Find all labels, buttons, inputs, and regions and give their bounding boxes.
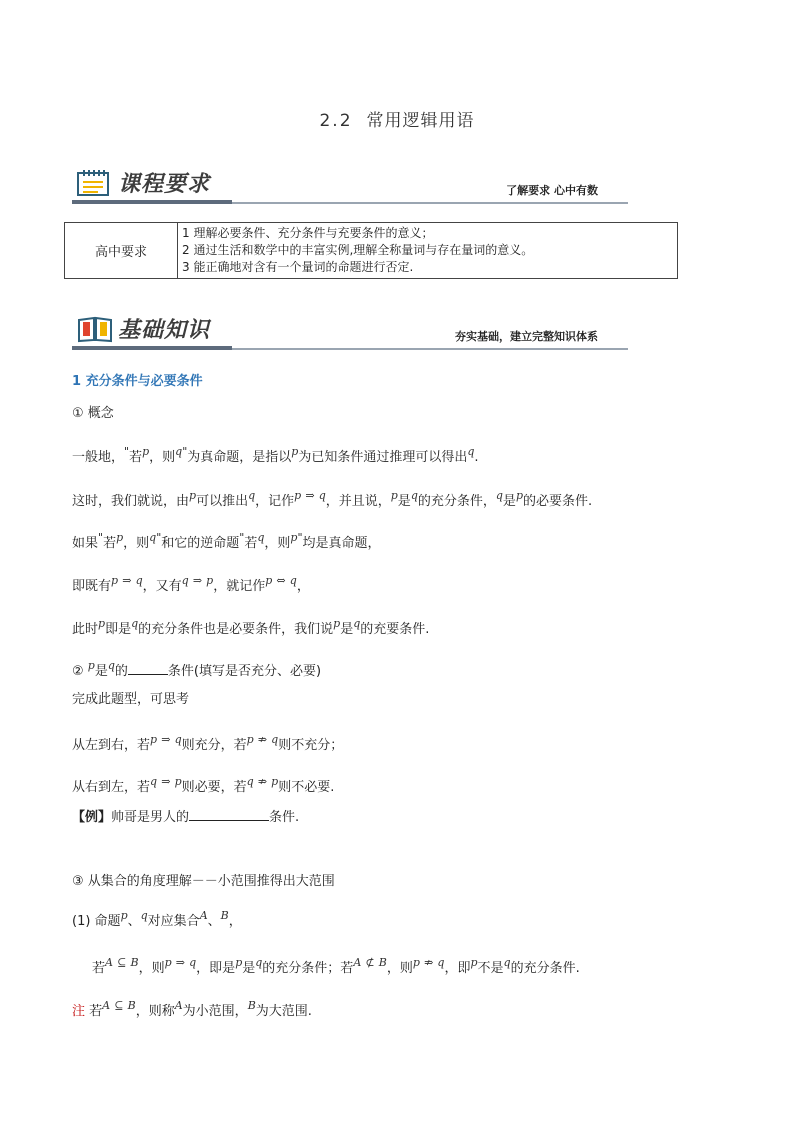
banner-underline [72, 200, 232, 204]
banner-underline-thin [232, 202, 628, 204]
item-label: ② [72, 664, 84, 679]
text: 条件(填写是否充分、必要) [167, 664, 322, 679]
paragraph: 这时，我们就说，由$^p$可以推出$^q$，记作$^p$ ⇒ $^q$，并且说，$^p$是$^q$的充分条件，$^q$是$^p$的必要条件. [72, 489, 593, 509]
paragraph: 从右到左，若$^q$ ⇒ $^p$则必要，若$^q$ ⇏ $^p$则不必要. [72, 775, 335, 795]
paragraph: (1) 命题$^p$、$^q$对应集合$^A$、$^B$， [72, 909, 242, 929]
requirements-table [64, 222, 678, 279]
section-heading: 1 充分条件与必要条件 [72, 374, 203, 389]
banner-title: 课程要求 [118, 172, 211, 197]
paragraph: 完成此题型，可思考 [72, 692, 190, 707]
paragraph: ② $^p$是$^q$的 条件(填写是否充分、必要) [72, 659, 322, 679]
example-tag: 【例】 [72, 810, 112, 825]
paragraph: 从左到右，若$^p$ ⇒ $^q$则充分，若$^p$ ⇏ $^q$则不充分； [72, 733, 344, 753]
paragraph: 一般地，"若$^p$，则$^{q"}$为真命题，是指以$^p$为已知条件通过推理可以得出$^q$. [72, 445, 479, 465]
table-row [65, 223, 678, 279]
course-requirements-banner [72, 164, 628, 208]
book-icon [76, 314, 114, 348]
concept-label: ① 概念 [72, 406, 114, 421]
paragraph: 即既有$^p$ ⇒ $^q$，又有$^q$ ⇒ $^p$，就记作$^p$ ⇔ $^q$， [72, 574, 310, 594]
requirements-label: 高中要求 [65, 223, 178, 279]
requirement-item: 2 通过生活和数学中的丰富实例,理解全称量词与存在量词的意义。 [182, 243, 534, 257]
page-title [0, 106, 794, 131]
banner-underline [72, 346, 232, 350]
text: 条件. [269, 810, 300, 825]
paragraph: 此时$^p$即是$^q$的充分条件也是必要条件，我们说$^p$是$^q$的充要条件. [72, 617, 430, 637]
note: 注 若$^A$ ⊆ $^B$，则称$^A$为小范围，$^B$为大范围. [72, 999, 312, 1019]
notebook-icon [76, 168, 112, 202]
banner-underline-thin [232, 348, 628, 350]
note-label: 注 [72, 1004, 86, 1019]
sub-label: (1) [72, 914, 91, 929]
fill-blank[interactable] [189, 820, 269, 821]
paragraph: 如果"若$^p$，则$^{q"}$和它的逆命题"若$^q$，则$^{p"}$均是真命题， [72, 531, 381, 551]
basic-knowledge-banner [72, 310, 628, 354]
requirement-item: 1 理解必要条件、充分条件与充要条件的意义； [182, 226, 434, 240]
paragraph: 若$^A$ ⊆ $^B$，则$^p$ ⇒ $^q$，即是$^p$是$^q$的充分条件；若$^A$ ⊄ $^B$，则$^p$ ⇏ $^q$，即$^p$不是$^q$的充分条件. [92, 956, 580, 976]
fill-blank[interactable] [128, 674, 168, 675]
banner-slogan: 了解要求 心中有数 [506, 184, 598, 197]
text: 是 [94, 664, 108, 679]
text: 的 [114, 664, 128, 679]
example [72, 806, 299, 825]
banner-title: 基础知识 [118, 318, 211, 343]
set-perspective-label: ③ 从集合的角度理解－－小范围推得出大范围 [72, 874, 335, 889]
title-text: 常用逻辑用语 [366, 111, 475, 131]
requirements-items [178, 223, 678, 279]
text: 帅哥是男人的 [111, 810, 190, 825]
title-number: 2.2 [319, 111, 353, 131]
requirement-item: 3 能正确地对含有一个量词的命题进行否定. [182, 260, 414, 274]
banner-slogan: 夯实基础，建立完整知识体系 [455, 330, 598, 343]
